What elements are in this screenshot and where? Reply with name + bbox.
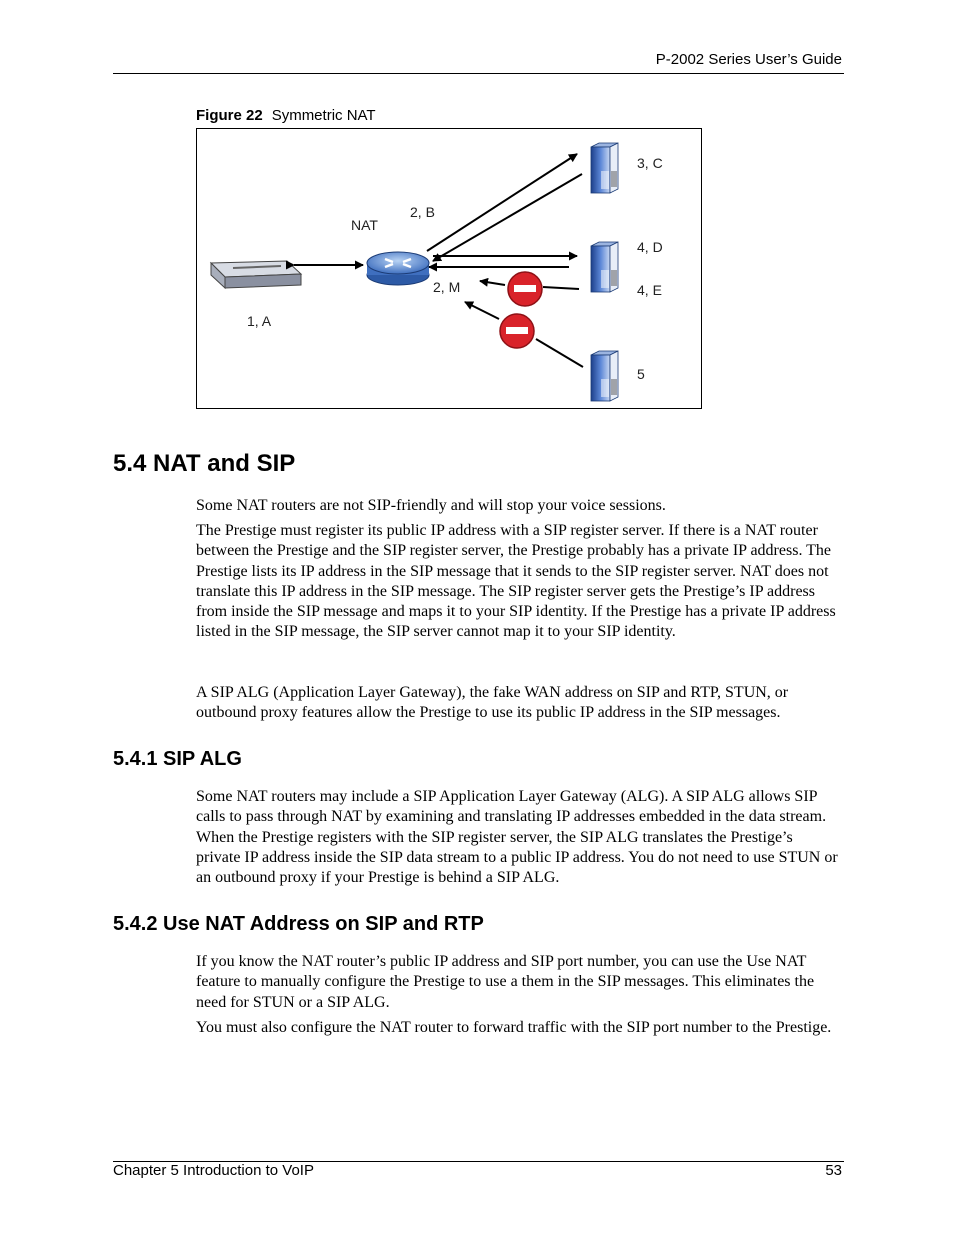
server4e-blocked-arrow	[480, 281, 505, 285]
blocked-icon	[500, 314, 534, 348]
server-4d-label: 4, D	[637, 239, 663, 255]
server-icon	[591, 143, 618, 193]
paragraph: A SIP ALG (Application Layer Gateway), the fake WAN address on SIP and RTP, STUN, or outbound proxy features allow the Prestige to use its public IP address in the SIP messages.	[196, 684, 789, 722]
paragraph: If you know the NAT router’s public IP address and SIP port number, you can use the Use NAT feature to manually configure the Prestige to use a them in the SIP messages. This eliminates the need for STUN or a SIP ALG.	[196, 953, 815, 1011]
server-3c-label: 3, C	[637, 155, 663, 171]
client-device-icon	[211, 261, 301, 288]
figure-title: Symmetric NAT	[271, 107, 376, 124]
client-label: 1, A	[247, 313, 272, 329]
nat-port-b-label: 2, B	[410, 204, 435, 220]
figure-caption	[196, 107, 376, 124]
header-divider	[113, 73, 844, 74]
nat-label: NAT	[351, 217, 378, 233]
paragraph: You must also configure the NAT router to forward traffic with the SIP port number to the Prestige.	[196, 1019, 832, 1036]
server5-blocked-arrow	[465, 302, 499, 319]
nat-port-m-label: 2, M	[433, 279, 461, 295]
server5-blocked-line	[536, 339, 583, 367]
server4e-blocked-line	[543, 287, 579, 289]
server-icon	[591, 351, 618, 401]
paragraph: The Prestige must register its public IP address with a SIP register server. If there is a NAT router between the Prestige and the SIP register server, the Prestige probably has a private IP address. The Prestige lists its IP address in the SIP message that it sends to the SIP register server. NAT does not translate this IP address in the SIP message. The SIP register server gets the Prestige’s IP address from inside the SIP message and maps it to your SIP identity. If the Prestige has a private IP address listed in the SIP message, the SIP server cannot map it to your SIP identity.	[196, 522, 836, 641]
paragraph: Some NAT routers may include a SIP Application Layer Gateway (ALG). A SIP ALG allows SIP calls to pass through NAT by examining and translating IP addresses embedded in the data stream. When the Prestige registers with the SIP register server, the SIP ALG translates the Prestige’s private IP address inside the SIP data stream to a public IP address. You do not need to use STUN or an outbound proxy if your Prestige is behind a SIP ALG.	[196, 788, 838, 887]
server3-to-nat-arrow	[433, 174, 582, 261]
page-number: 53	[825, 1162, 842, 1179]
nat-diagram	[197, 129, 701, 408]
subsection-heading: 5.4.1 SIP ALG	[113, 748, 242, 770]
server-icon	[591, 242, 618, 292]
paragraph: Some NAT routers are not SIP-friendly and will stop your voice sessions.	[196, 497, 666, 514]
server-4e-label: 4, E	[637, 282, 662, 298]
section-heading: 5.4 NAT and SIP	[113, 450, 296, 477]
server-5-label: 5	[637, 366, 645, 382]
figure-number: Figure 22	[196, 107, 263, 124]
nat-router-icon	[367, 252, 429, 285]
nat-to-server3-arrow	[427, 154, 577, 251]
blocked-icon	[508, 272, 542, 306]
footer-chapter: Chapter 5 Introduction to VoIP	[113, 1162, 314, 1179]
subsection-heading: 5.4.2 Use NAT Address on SIP and RTP	[113, 913, 484, 935]
figure-symmetric-nat	[196, 128, 702, 409]
page-header-title: P-2002 Series User’s Guide	[655, 51, 842, 68]
